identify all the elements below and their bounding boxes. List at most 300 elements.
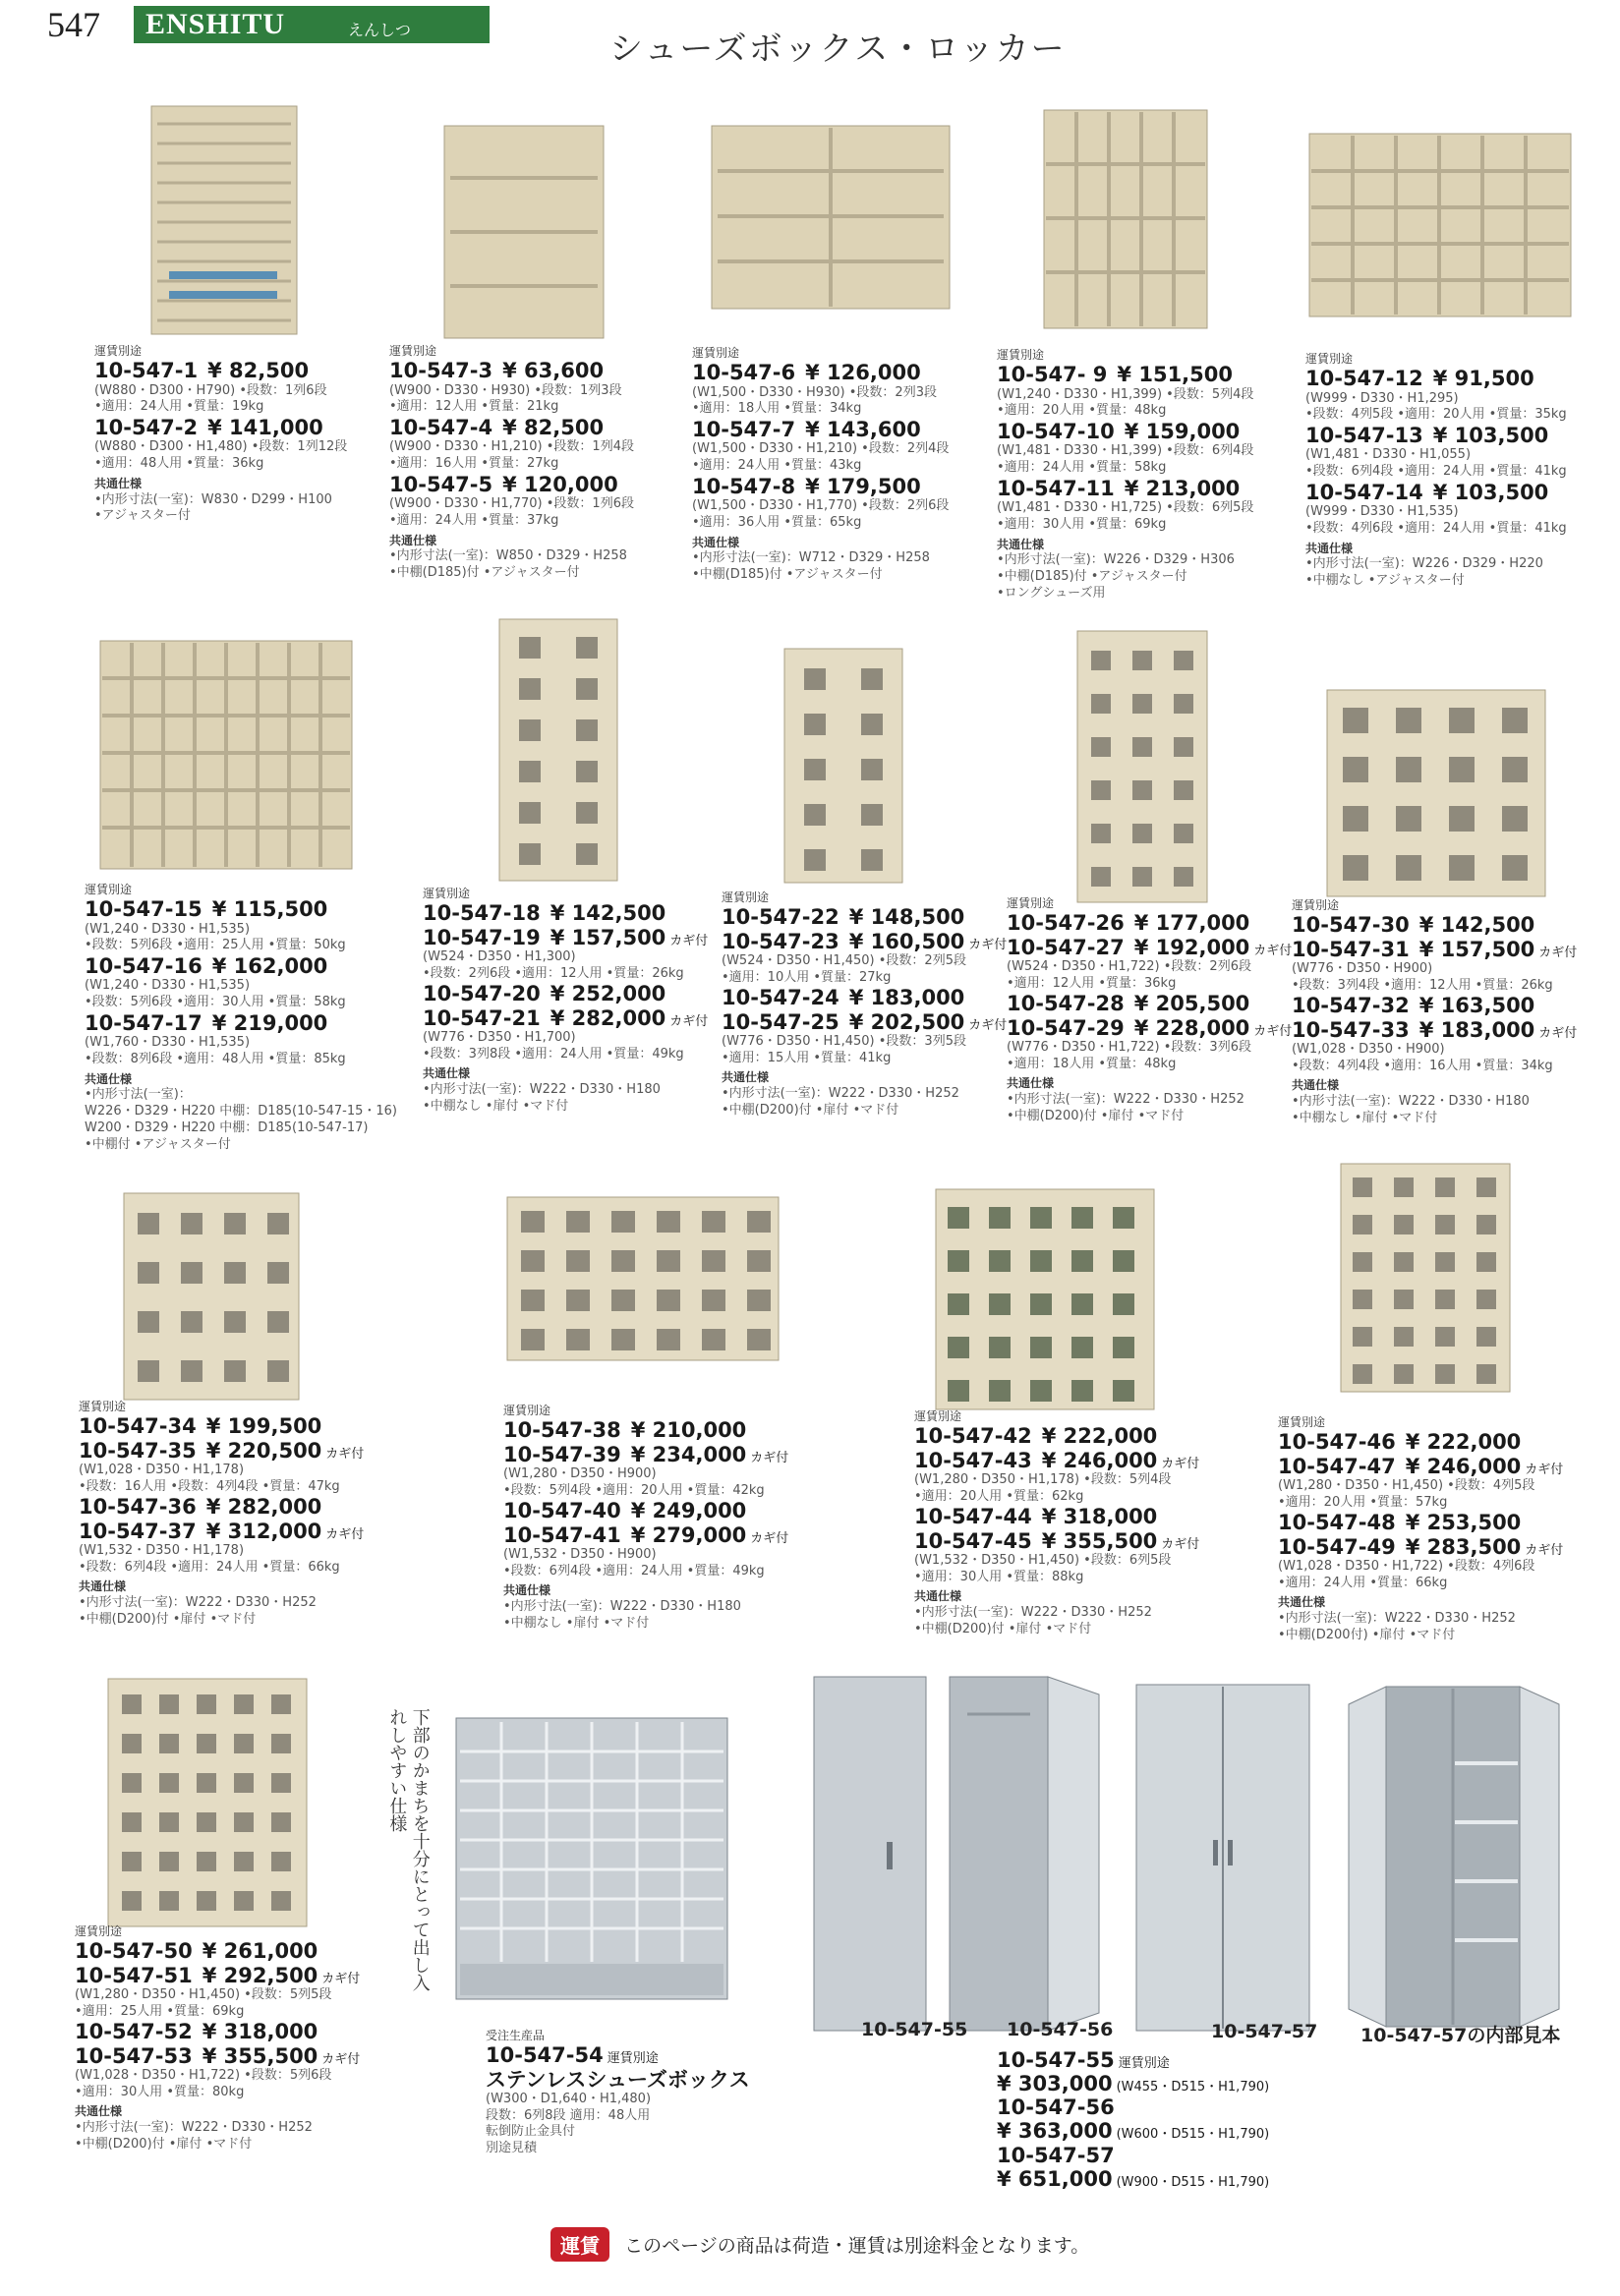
product-group-17 <box>997 2048 1269 2191</box>
shipping-note: 運賃別途 <box>75 1924 123 1938</box>
product-image-locker-2x6 <box>497 617 619 883</box>
product-image-locker-4x4b <box>122 1191 301 1402</box>
product-price-line <box>94 359 347 382</box>
product-price: ¥ 126,000 <box>805 361 921 385</box>
product-price-line <box>997 2167 1269 2191</box>
product-price: ¥ 283,500 <box>1405 1534 1522 1559</box>
product-spec: (W1,280・D350・H1,450) •段数：4列5段 <box>1278 1477 1535 1493</box>
product-group-3 <box>692 346 949 584</box>
product-price: ¥ 234,000 <box>630 1442 747 1466</box>
product-tag: カギ付 <box>1161 1456 1200 1471</box>
common-spec-item: •内形寸法(一室)：W222・D330・H180 <box>503 1598 741 1614</box>
shipping-note: 運賃別途 <box>722 890 770 904</box>
product-image-shelf-1col <box>149 104 299 336</box>
common-spec-item: •中棚(D200)付 •扉付 •マド付 <box>79 1611 257 1627</box>
product-tag: カギ付 <box>1538 945 1578 960</box>
product-price-line <box>1278 1455 1563 1478</box>
product-spec: 転倒防止金具付 <box>486 2124 576 2140</box>
shipping-note: 運賃別途 <box>1278 1415 1326 1429</box>
product-tag: カギ付 <box>968 937 1008 952</box>
shipping-note: 運賃別途 <box>692 346 740 360</box>
common-spec-heading: 共通仕様 <box>997 538 1045 552</box>
product-code: 10-547-22 <box>722 905 839 930</box>
common-spec-item: •中棚(D200)付 •扉付 •マド付 <box>722 1102 899 1118</box>
product-price-line <box>486 2068 750 2092</box>
product-code: 10-547-17 <box>85 1011 202 1036</box>
product-price: ¥ 222,000 <box>1041 1424 1158 1449</box>
brand-kana: えんしつ <box>348 21 412 39</box>
product-code: 10-547-48 <box>1278 1511 1396 1535</box>
product-price-line <box>423 926 708 949</box>
product-price: ¥ 355,500 <box>202 2043 318 2068</box>
product-code: 10-547-53 <box>75 2043 193 2068</box>
common-spec-item: •内形寸法(一室)：W222・D330・H252 <box>722 1085 959 1101</box>
common-spec-item: •内形寸法(一室)：W222・D330・H252 <box>1007 1091 1244 1107</box>
product-code: 10-547-51 <box>75 1963 193 1987</box>
product-price: ¥ 249,000 <box>630 1499 747 1523</box>
product-price-line <box>389 416 634 439</box>
product-code: 10-547-1 <box>94 359 199 383</box>
product-price-line <box>389 473 634 496</box>
product-price: ¥ 318,000 <box>202 2020 318 2044</box>
product-price: ¥ 355,500 <box>1041 1528 1158 1553</box>
product-code: 10-547-12 <box>1305 367 1423 391</box>
product-code: 10-547-19 <box>423 925 541 949</box>
product-spec: (W1,481・D330・H1,399) •段数：6列4段 <box>997 443 1254 459</box>
common-spec-item: •中棚なし •アジャスター付 <box>1305 573 1465 589</box>
product-image-cubby-6x5 <box>1307 132 1573 318</box>
shipping-note: 受注生産品 <box>486 2029 546 2042</box>
product-price: ¥ 210,000 <box>630 1418 747 1443</box>
shipping-note: 運賃別途 <box>503 1404 551 1417</box>
product-price-line <box>1292 994 1577 1017</box>
common-spec-heading: 共通仕様 <box>85 1072 133 1087</box>
product-price: ¥ 115,500 <box>211 897 328 922</box>
product-code: 10-547-3 <box>389 359 493 383</box>
product-price: ¥ 142,500 <box>550 901 666 926</box>
product-price: ¥ 219,000 <box>211 1011 328 1036</box>
common-spec-heading: 共通仕様 <box>79 1579 127 1594</box>
product-code: 10-547-4 <box>389 416 493 440</box>
common-spec-item: •内形寸法(一室)：W222・D330・H180 <box>1292 1093 1530 1109</box>
product-group-13 <box>914 1409 1199 1638</box>
common-spec-heading: 共通仕様 <box>692 536 740 550</box>
product-price: ¥ 228,000 <box>1133 1015 1250 1040</box>
product-spec: (W1,500・D330・H1,770) •段数：2列6段 <box>692 498 950 514</box>
product-spec: •段数：5列6段 •適用：25人用 •質量：50kg <box>85 938 346 953</box>
product-code: 10-547-2 <box>94 416 199 440</box>
product-price: ¥ 282,000 <box>550 1005 666 1030</box>
product-price-line <box>75 1939 360 1963</box>
shipping-note: 運賃別途 <box>423 887 471 900</box>
product-spec: (W900・D330・H1,210) •段数：1列4段 <box>389 439 634 455</box>
product-spec: (W1,532・D350・H1,178) <box>79 1542 245 1558</box>
product-spec: (W1,481・D330・H1,055) <box>1305 447 1472 463</box>
product-spec: (W524・D350・H1,722) •段数：2列6段 <box>1007 958 1251 974</box>
product-price-line <box>94 416 347 439</box>
product-price-line <box>914 1529 1199 1553</box>
product-price-line <box>997 2048 1269 2072</box>
product-tag: カギ付 <box>1538 1025 1578 1041</box>
product-spec: •適用：24人用 •質量：43kg <box>692 458 862 474</box>
product-group-1 <box>94 344 347 525</box>
product-code: 10-547-8 <box>692 475 796 499</box>
common-spec-heading: 共通仕様 <box>1007 1076 1055 1091</box>
product-price-line <box>914 1505 1199 1528</box>
shipping-note: 運賃別途 <box>914 1409 962 1423</box>
product-tag: カギ付 <box>1525 1542 1564 1558</box>
product-code: 10-547-36 <box>79 1495 197 1520</box>
common-spec-item: •内形寸法(一室)：W222・D330・H180 <box>423 1081 661 1097</box>
product-price-line <box>692 361 949 384</box>
product-price-line <box>692 475 949 498</box>
page-title: シューズボックス・ロッカー <box>609 29 1067 69</box>
product-code: 10-547-28 <box>1007 992 1125 1016</box>
brand-name: ENSHITU <box>145 8 286 40</box>
product-image-cubby-8x6 <box>98 639 354 871</box>
common-spec-item: •内形寸法(一室)：W850・D329・H258 <box>389 548 627 564</box>
product-code: ¥ 651,000 <box>997 2166 1113 2191</box>
common-spec-heading: 共通仕様 <box>75 2104 123 2119</box>
product-spec: (W1,500・D330・H1,210) •段数：2列4段 <box>692 441 950 457</box>
common-spec-item: •内形寸法(一室)：W226・D329・H220 <box>1305 556 1543 572</box>
product-spec: •段数：4列6段 •適用：24人用 •質量：41kg <box>1305 521 1567 537</box>
product-price-line <box>503 1523 788 1547</box>
product-group-7 <box>423 887 708 1116</box>
product-code: 10-547-38 <box>503 1418 621 1443</box>
product-image-shelf-1col-3 <box>442 124 606 340</box>
product-price: ¥ 246,000 <box>1405 1454 1522 1478</box>
product-spec: (W880・D300・H790) •段数：1列6段 <box>94 382 327 398</box>
product-code: 10-547-7 <box>692 418 796 442</box>
product-code: 10-547-29 <box>1007 1015 1125 1040</box>
product-group-6 <box>85 883 397 1154</box>
product-code: 10-547-14 <box>1305 481 1423 505</box>
product-image-locker-3x6 <box>1075 629 1209 904</box>
product-price-line <box>722 930 1007 953</box>
product-spec: •段数：2列6段 •適用：12人用 •質量：26kg <box>423 965 684 981</box>
common-spec-heading: 共通仕様 <box>914 1589 962 1604</box>
product-code: ¥ 363,000 <box>997 2119 1113 2144</box>
product-spec: •段数：16人用 •段数：4列4段 •質量：47kg <box>79 1478 340 1494</box>
product-price-line <box>1278 1430 1563 1454</box>
common-spec-item: •内形寸法(一室)：W222・D330・H252 <box>914 1604 1152 1620</box>
caption-10-547-56: 10-547-56 <box>1007 2019 1114 2040</box>
product-code: 10-547-34 <box>79 1414 197 1439</box>
product-spec: •適用：24人用 •質量：66kg <box>1278 1575 1448 1590</box>
product-price: ¥ 205,500 <box>1133 992 1250 1016</box>
product-code: 10-547-43 <box>914 1448 1032 1472</box>
product-price: ¥ 292,500 <box>202 1963 318 1987</box>
product-code: 10-547-5 <box>389 473 493 497</box>
caption-10-547-57-inside: 10-547-57の内部見本 <box>1360 2025 1561 2046</box>
product-tag: カギ付 <box>1161 1536 1200 1552</box>
product-code: 10-547-37 <box>79 1519 197 1543</box>
product-code: 10-547-31 <box>1292 937 1410 961</box>
product-price-line <box>914 1424 1199 1448</box>
product-tag: カギ付 <box>750 1450 789 1465</box>
product-code: 10-547-24 <box>722 986 839 1010</box>
common-spec-item: W226・D329・H220 中棚：D185(10-547-15・16) <box>85 1104 397 1119</box>
footer-text: このページの商品は荷造・運賃は別途料金となります。 <box>624 2235 1090 2257</box>
product-group-12 <box>503 1404 788 1633</box>
common-spec-heading: 共通仕様 <box>94 477 143 491</box>
product-spec: •段数：5列4段 •適用：20人用 •質量：42kg <box>503 1482 765 1498</box>
shipping-note: 運賃別途 <box>997 348 1045 362</box>
product-price: ¥ 252,000 <box>550 982 666 1006</box>
product-price-line <box>1292 913 1577 937</box>
product-code: 10-547-20 <box>423 982 541 1006</box>
product-price: ¥ 192,000 <box>1133 935 1250 959</box>
common-spec-item: •内形寸法(一室)：W712・D329・H258 <box>692 550 930 566</box>
product-tag: カギ付 <box>1525 1462 1564 1477</box>
product-image-locker-4x6 <box>1339 1162 1512 1394</box>
caption-10-547-55: 10-547-55 <box>861 2019 968 2040</box>
product-spec: •段数：3列4段 •適用：12人用 •質量：26kg <box>1292 977 1553 993</box>
product-price-line <box>997 420 1253 443</box>
product-price: ¥ 82,500 <box>502 416 605 440</box>
product-price-line <box>1305 367 1567 390</box>
product-spec: (W1,532・D350・H1,450) •段数：6列5段 <box>914 1552 1172 1568</box>
product-price-line <box>997 2072 1269 2095</box>
product-spec: (W524・D350・H1,300) <box>423 948 576 964</box>
product-tag: カギ付 <box>669 933 709 948</box>
product-price-line <box>722 986 1007 1009</box>
product-code: 10-547-55 <box>997 2048 1115 2072</box>
product-spec: (W1,028・D350・H1,722) •段数：4列6段 <box>1278 1558 1535 1574</box>
common-spec-heading: 共通仕様 <box>1305 542 1354 556</box>
product-price-line <box>79 1495 364 1519</box>
product-spec: (W1,532・D350・H900) <box>503 1546 657 1562</box>
product-spec: •適用：18人用 •質量：34kg <box>692 401 862 417</box>
product-tag: (W900・D515・H1,790) <box>1116 2174 1270 2190</box>
product-price: ¥ 157,500 <box>1418 937 1535 961</box>
product-code: 10-547- 9 <box>997 363 1108 387</box>
product-price-line <box>85 1011 397 1035</box>
product-tag: (W455・D515・H1,790) <box>1116 2080 1270 2095</box>
product-group-2 <box>389 344 634 582</box>
product-price-line <box>1007 992 1292 1015</box>
common-spec-heading: 共通仕様 <box>423 1066 471 1081</box>
product-code: 10-547-45 <box>914 1528 1032 1553</box>
product-code: 10-547-40 <box>503 1499 621 1523</box>
common-spec-heading: 共通仕様 <box>1292 1078 1340 1093</box>
product-spec: (W1,028・D350・H1,722) •段数：5列6段 <box>75 2067 332 2083</box>
product-price-line <box>1007 911 1292 935</box>
product-spec: •適用：24人用 •質量：58kg <box>997 460 1167 476</box>
product-code: 10-547-26 <box>1007 911 1125 936</box>
common-spec-item: •中棚(D200)付 •扉付 •マド付 <box>1007 1108 1185 1123</box>
product-price-line <box>423 982 708 1005</box>
product-spec: •適用：30人用 •質量：88kg <box>914 1569 1084 1584</box>
product-tag: カギ付 <box>325 1526 365 1542</box>
common-spec-item: •中棚(D185)付 •アジャスター付 <box>997 569 1187 585</box>
product-price: ¥ 220,500 <box>205 1438 322 1463</box>
product-code: ステンレスシューズボックス <box>486 2067 750 2092</box>
product-spec: (W999・D330・H1,295) <box>1305 390 1459 406</box>
product-spec: •適用：20人用 •質量：48kg <box>997 403 1167 419</box>
product-tag: カギ付 <box>325 1446 365 1462</box>
product-image-stainless-locker-56-open <box>948 1675 1101 2033</box>
product-spec: •適用：24人用 •質量：19kg <box>94 399 264 415</box>
product-code: 10-547-46 <box>1278 1430 1396 1455</box>
product-price: ¥ 177,000 <box>1133 911 1250 936</box>
product-spec: •段数：6列4段 •適用：24人用 •質量：49kg <box>503 1563 765 1578</box>
product-price: ¥ 202,500 <box>848 1009 965 1034</box>
product-spec: (W776・D350・H1,450) •段数：3列5段 <box>722 1033 966 1049</box>
product-spec: •段数：4列5段 •適用：20人用 •質量：35kg <box>1305 407 1567 423</box>
product-price: ¥ 282,000 <box>205 1495 322 1520</box>
shipping-note: 運賃別途 <box>79 1400 127 1413</box>
product-price: ¥ 91,500 <box>1432 367 1534 391</box>
product-image-stainless-locker-57-inside <box>1347 1685 1561 2029</box>
product-price-line <box>1007 936 1292 959</box>
common-spec-item: •中棚なし •扉付 •マド付 <box>423 1098 569 1114</box>
product-code: 10-547-30 <box>1292 913 1410 938</box>
product-spec: •段数：3列8段 •適用：24人用 •質量：49kg <box>423 1046 684 1062</box>
footer-notice <box>550 2227 1089 2263</box>
product-spec: (W776・D350・H900) <box>1292 960 1433 976</box>
product-price: ¥ 279,000 <box>630 1522 747 1547</box>
product-spec: 段数：6列8段 適用：48人用 <box>486 2107 651 2123</box>
product-image-stainless-locker-57 <box>1134 1683 1311 2033</box>
product-spec: •適用：16人用 •質量：27kg <box>389 456 559 472</box>
product-price-line <box>75 2044 360 2068</box>
product-group-11 <box>79 1400 364 1629</box>
product-price-line <box>75 1964 360 1987</box>
product-price-line <box>997 2119 1269 2143</box>
product-price-line <box>1305 424 1567 447</box>
product-tag: カギ付 <box>321 2051 361 2067</box>
product-price: ¥ 199,500 <box>205 1414 322 1439</box>
common-spec-item: •内形寸法(一室)： <box>85 1087 192 1103</box>
product-price: ¥ 82,500 <box>207 359 310 383</box>
product-spec: (W776・D350・H1,700) <box>423 1029 576 1045</box>
common-spec-item: W200・D329・H220 中棚：D185(10-547-17) <box>85 1120 369 1136</box>
product-spec: •適用：25人用 •質量：69kg <box>75 2003 245 2019</box>
product-code: 10-547-15 <box>85 897 202 922</box>
product-spec: (W1,028・D350・H900) <box>1292 1041 1445 1057</box>
product-image-locker-6x4 <box>505 1195 781 1362</box>
product-price-line <box>997 2095 1269 2119</box>
product-image-shelf-2col <box>710 124 952 311</box>
product-price-line <box>75 2020 360 2043</box>
product-spec: (W524・D350・H1,450) •段数：2列5段 <box>722 952 966 968</box>
common-spec-item: •中棚なし •扉付 •マド付 <box>1292 1110 1438 1125</box>
product-price: ¥ 159,000 <box>1124 420 1241 444</box>
product-spec: (W1,028・D350・H1,178) <box>79 1462 245 1477</box>
product-price: ¥ 143,600 <box>805 418 921 442</box>
product-spec: •適用：12人用 •質量：36kg <box>1007 975 1177 991</box>
product-spec: •適用：36人用 •質量：65kg <box>692 515 862 531</box>
product-price: ¥ 261,000 <box>202 1939 318 1964</box>
product-price: ¥ 142,500 <box>1418 913 1535 938</box>
product-code: 10-547-54 <box>486 2043 604 2068</box>
common-spec-item: •中棚(D185)付 •アジャスター付 <box>389 565 580 581</box>
product-group-4 <box>997 348 1253 603</box>
product-code: 10-547-13 <box>1305 424 1423 448</box>
product-spec: (W999・D330・H1,535) <box>1305 504 1459 520</box>
product-code: 10-547-57 <box>997 2143 1115 2167</box>
product-price: ¥ 162,000 <box>211 954 328 979</box>
shipping-note: 運賃別途 <box>94 344 143 358</box>
product-spec: •適用：30人用 •質量：69kg <box>997 517 1167 533</box>
product-spec: •適用：10人用 •質量：27kg <box>722 969 892 985</box>
common-spec-item: •中棚なし •扉付 •マド付 <box>503 1615 650 1631</box>
common-spec-item: •内形寸法(一室)：W222・D330・H252 <box>79 1594 317 1610</box>
product-price: ¥ 222,000 <box>1405 1430 1522 1455</box>
product-price: ¥ 179,500 <box>805 475 921 499</box>
common-spec-item: •中棚(D200付) •扉付 •マド付 <box>1278 1627 1456 1642</box>
product-image-stainless-shoebox <box>454 1716 729 2001</box>
product-price-line <box>914 1449 1199 1472</box>
product-price-line <box>1305 481 1567 504</box>
product-code: 10-547-47 <box>1278 1454 1396 1478</box>
product-tag: カギ付 <box>1253 1023 1293 1039</box>
common-spec-item: •ロングシューズ用 <box>997 586 1106 602</box>
product-price-line <box>997 363 1253 386</box>
product-image-cubby-5x4 <box>1042 108 1209 330</box>
product-price: ¥ 157,500 <box>550 925 666 949</box>
product-price-line <box>1278 1535 1563 1559</box>
product-spec: (W900・D330・H930) •段数：1列3段 <box>389 382 622 398</box>
shipping-note: 運賃別途 <box>389 344 437 358</box>
product-spec: •段数：8列6段 •適用：48人用 •質量：85kg <box>85 1052 346 1067</box>
product-price: ¥ 151,500 <box>1117 363 1233 387</box>
product-price-line <box>997 2144 1269 2167</box>
product-price: ¥ 163,500 <box>1418 994 1535 1018</box>
product-price-line <box>1292 1018 1577 1042</box>
product-price-line <box>1292 938 1577 961</box>
common-spec-item: •中棚付 •アジャスター付 <box>85 1137 231 1153</box>
product-image-stainless-locker-55 <box>812 1675 928 2033</box>
product-spec: (W1,280・D350・H1,450) •段数：5列5段 <box>75 1986 332 2002</box>
product-price-line <box>85 897 397 921</box>
product-price-line <box>423 901 708 925</box>
product-group-14 <box>1278 1415 1563 1644</box>
brand-banner <box>134 6 490 43</box>
product-tag: 運賃別途 <box>607 2051 659 2067</box>
product-price: ¥ 148,500 <box>848 905 965 930</box>
product-group-5 <box>1305 352 1567 590</box>
common-spec-heading: 共通仕様 <box>1278 1595 1326 1610</box>
product-price-line <box>722 1010 1007 1034</box>
product-price-line <box>486 2043 750 2067</box>
product-price-line <box>503 1443 788 1466</box>
product-price: ¥ 213,000 <box>1124 477 1241 501</box>
product-spec: •適用：12人用 •質量：21kg <box>389 399 559 415</box>
product-code: 10-547-21 <box>423 1005 541 1030</box>
product-code: 10-547-32 <box>1292 994 1410 1018</box>
product-code: 10-547-25 <box>722 1009 839 1034</box>
product-image-locker-5x6 <box>106 1677 309 1928</box>
product-code: 10-547-35 <box>79 1438 197 1463</box>
vertical-note: 下部のかまちを十分にとって出し入れしやすい仕様 <box>386 1708 431 1991</box>
product-code: 10-547-39 <box>503 1442 621 1466</box>
product-tag: 運賃別途 <box>1118 2056 1170 2071</box>
product-code: 10-547-42 <box>914 1424 1032 1449</box>
product-code: 10-547-6 <box>692 361 796 385</box>
product-tag: カギ付 <box>321 1971 361 1986</box>
product-tag: カギ付 <box>968 1017 1008 1033</box>
product-spec: •適用：18人用 •質量：48kg <box>1007 1056 1177 1071</box>
product-spec: •段数：5列6段 •適用：30人用 •質量：58kg <box>85 995 346 1010</box>
common-spec-item: •内形寸法(一室)：W222・D330・H252 <box>75 2119 313 2135</box>
product-price-line <box>85 954 397 978</box>
product-image-locker-4x4 <box>1325 688 1547 898</box>
product-price-line <box>79 1439 364 1463</box>
product-price: ¥ 103,500 <box>1432 424 1549 448</box>
